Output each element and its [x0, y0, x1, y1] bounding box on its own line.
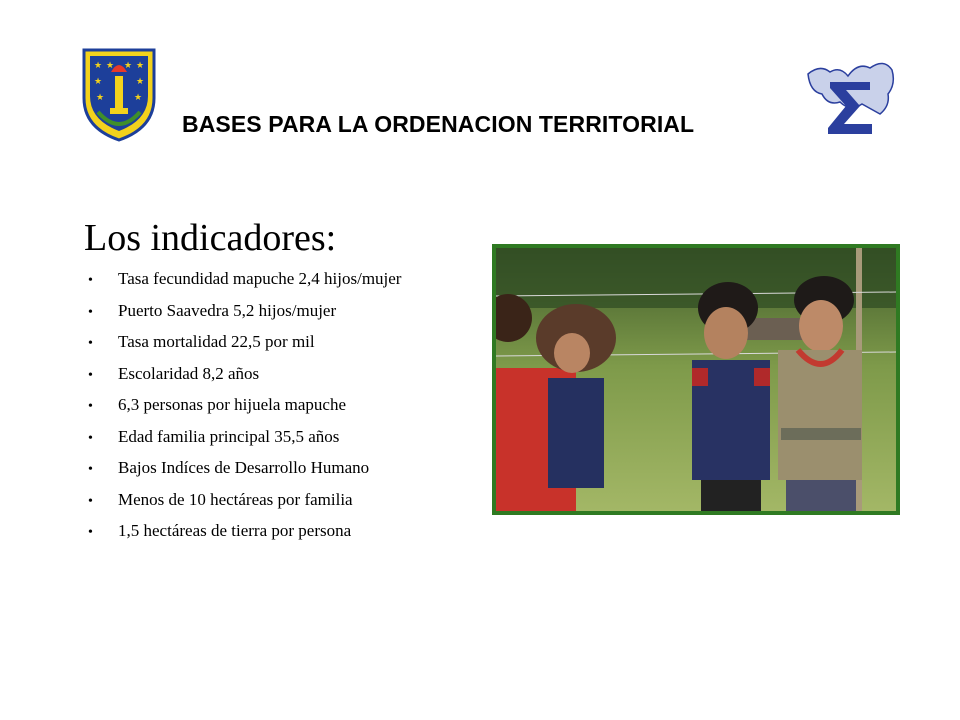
- svg-text:★: ★: [96, 93, 105, 103]
- bullet-icon: •: [88, 493, 93, 509]
- children-photo-illustration: [496, 248, 896, 511]
- list-item: [88, 364, 401, 396]
- sigma-map-logo-icon: [800, 54, 898, 146]
- list-item: [88, 395, 401, 427]
- list-item: [88, 521, 401, 553]
- indicator-list: [88, 269, 401, 553]
- svg-text:★: ★: [136, 61, 145, 71]
- svg-text:★: ★: [106, 61, 115, 71]
- list-item-text: Puerto Saavedra 5,2 hijos/mujer: [118, 300, 337, 320]
- bullet-icon: •: [88, 336, 93, 351]
- bullet-icon: •: [88, 304, 93, 320]
- bullet-icon: •: [88, 399, 93, 414]
- list-item-text: 6,3 personas por hijuela mapuche: [118, 395, 347, 414]
- list-item-text: Escolaridad 8,2 años: [118, 363, 260, 383]
- list-item-text: 1,5 hectáreas de tierra por persona: [118, 521, 352, 540]
- university-crest-icon: [80, 46, 158, 142]
- svg-text:★: ★: [134, 93, 143, 103]
- svg-text:★: ★: [94, 61, 103, 71]
- list-item: [88, 458, 401, 490]
- svg-text:★: ★: [94, 77, 103, 87]
- list-item-text: Tasa mortalidad 22,5 por mil: [118, 332, 315, 351]
- slide-heading: Los indicadores:: [84, 217, 337, 259]
- bullet-icon: •: [88, 525, 93, 540]
- list-item-text: Edad familia principal 35,5 años: [118, 426, 340, 446]
- list-item: [88, 301, 401, 333]
- children-photo: [492, 244, 900, 515]
- presentation-header-title: BASES PARA LA ORDENACION TERRITORIAL: [182, 111, 695, 137]
- list-item: [88, 427, 401, 459]
- bullet-icon: •: [88, 430, 93, 446]
- svg-text:★: ★: [136, 77, 145, 87]
- bullet-icon: •: [88, 462, 93, 477]
- bullet-icon: •: [88, 367, 93, 383]
- list-item: [88, 332, 401, 364]
- list-item-text: Bajos Indíces de Desarrollo Humano: [118, 458, 370, 477]
- list-item-text: Tasa fecundidad mapuche 2,4 hijos/mujer: [118, 269, 402, 288]
- list-item-text: Menos de 10 hectáreas por familia: [118, 489, 353, 509]
- bullet-icon: •: [88, 273, 93, 288]
- svg-text:★: ★: [124, 61, 133, 71]
- list-item: [88, 490, 401, 522]
- list-item: [88, 269, 401, 301]
